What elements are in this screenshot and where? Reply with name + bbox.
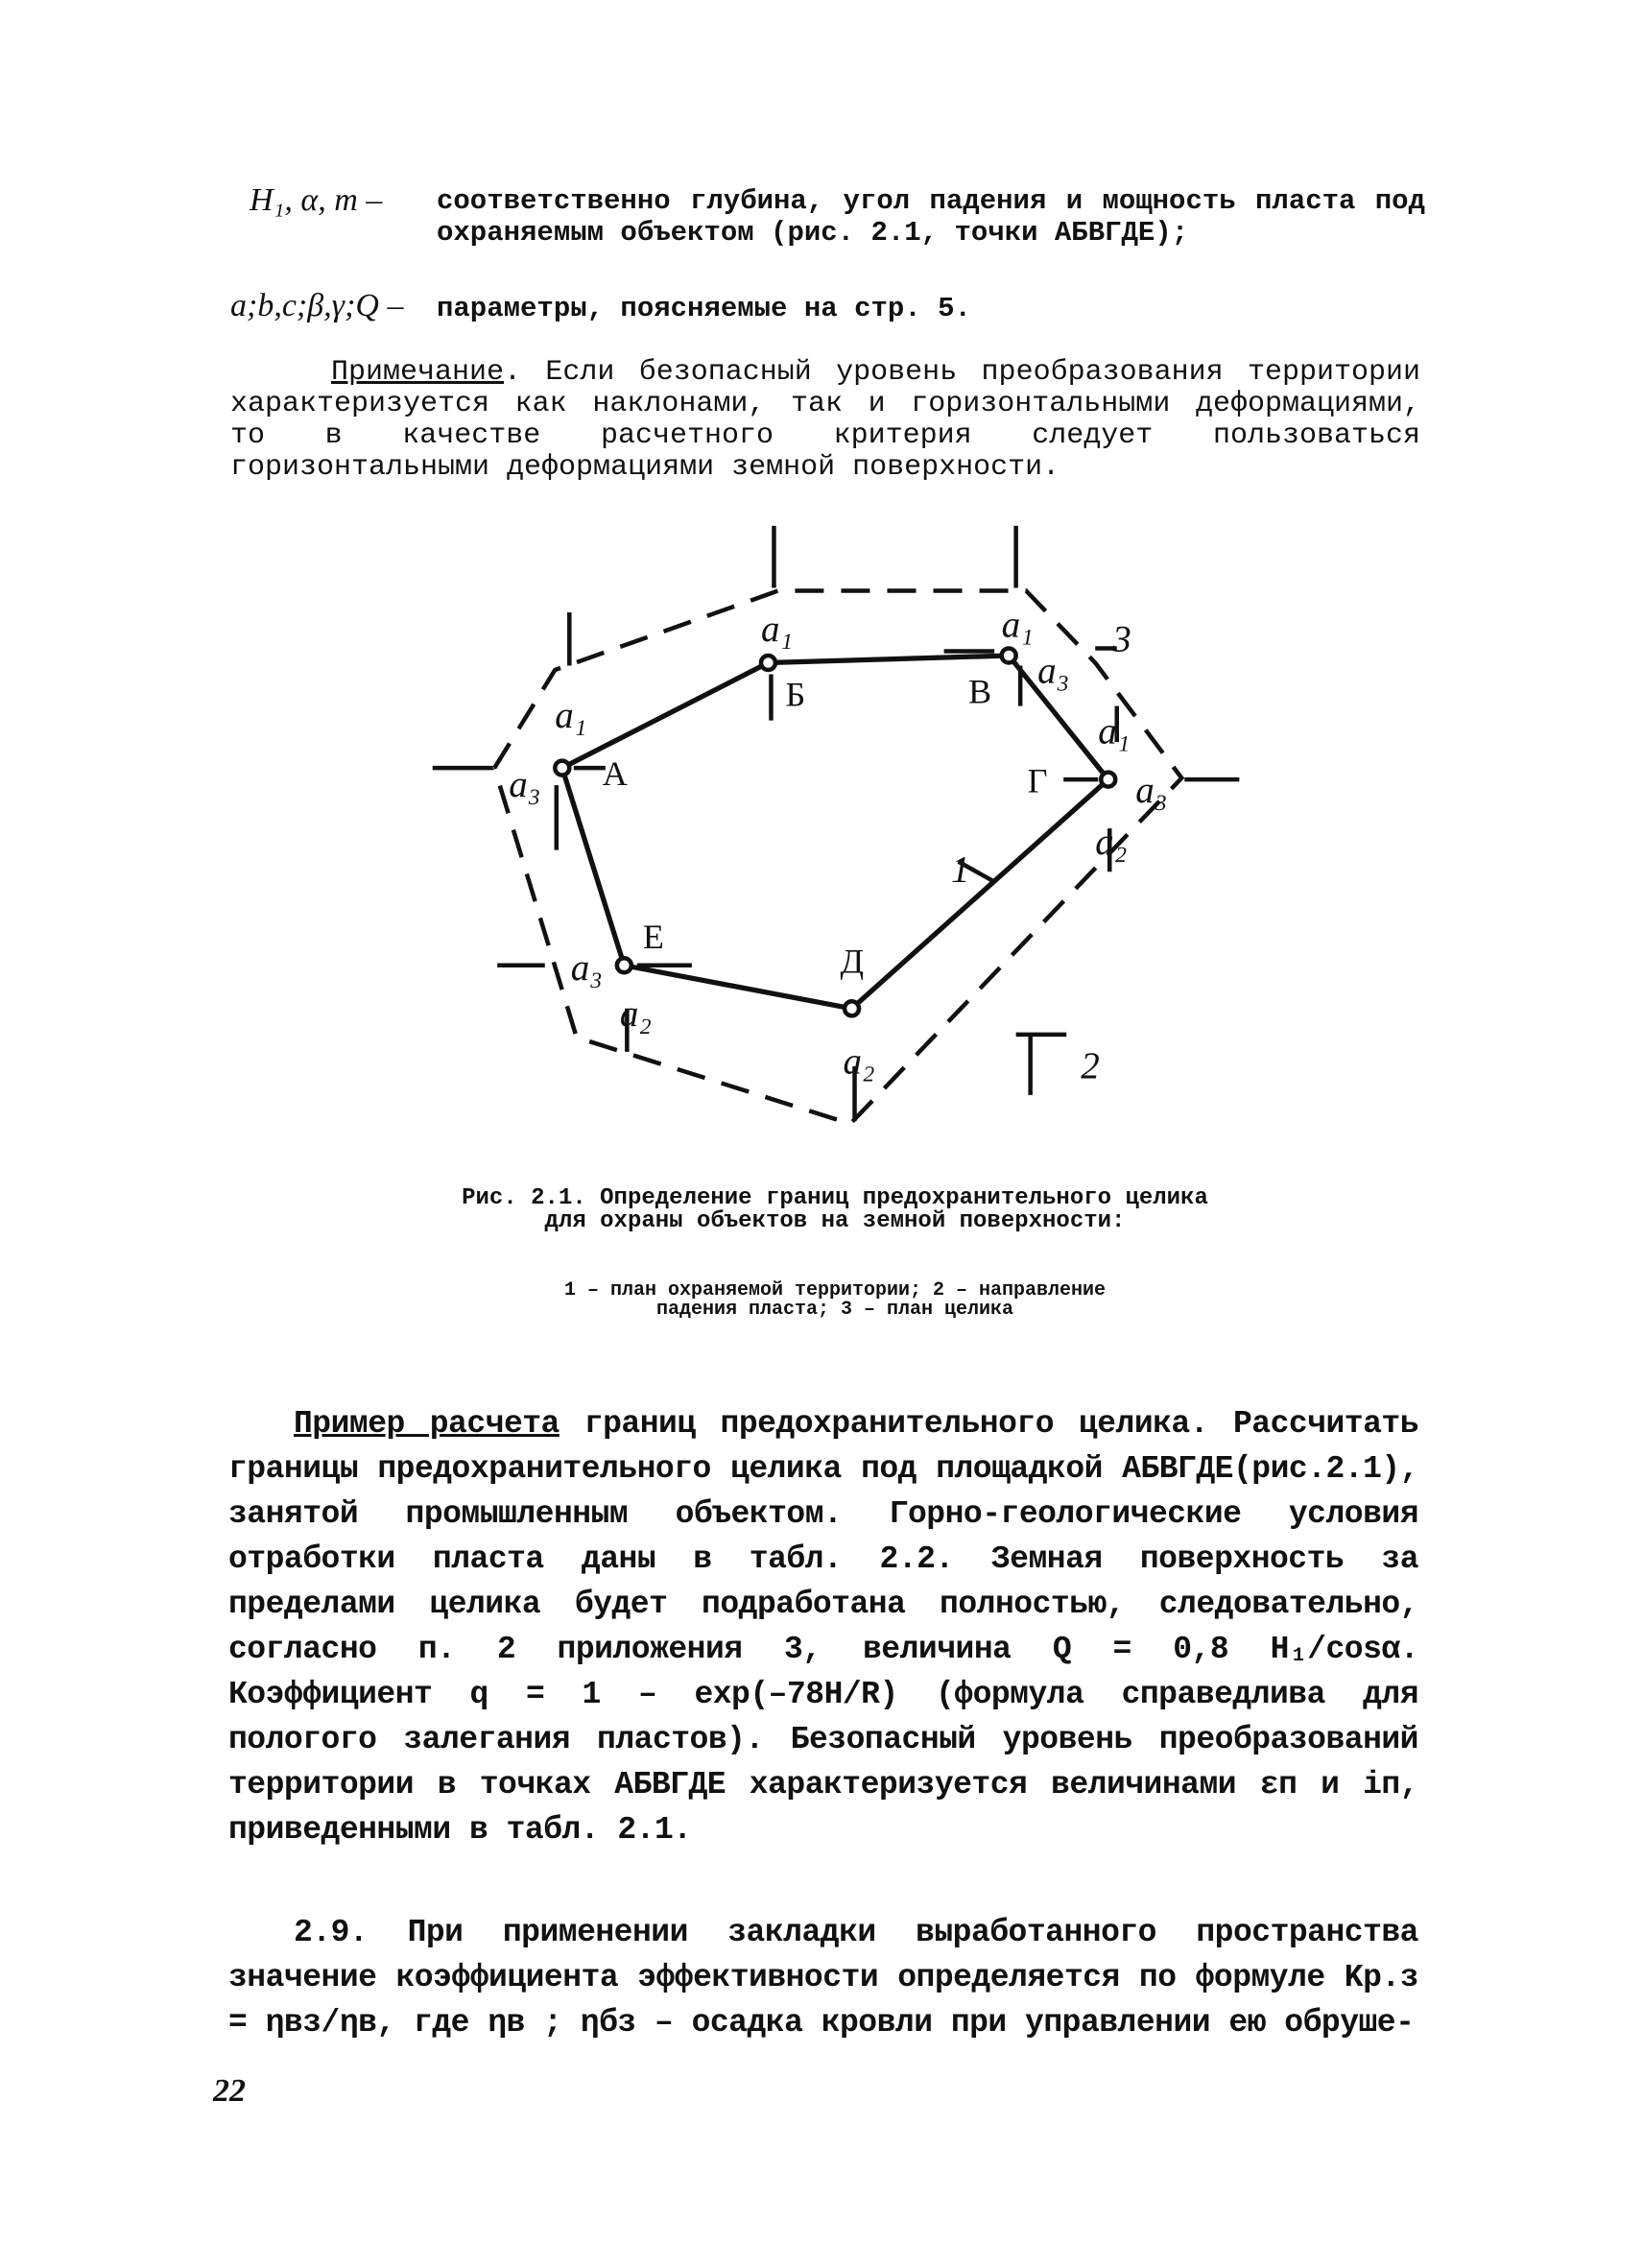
point-label: Е — [642, 917, 664, 956]
example-label: Пример расчета — [294, 1406, 560, 1442]
a2-label: a₂ — [619, 992, 652, 1035]
section-paragraph: 2.9. При применении закладки выработанного пространства значение коэффициента эффективности определяется по формуле Kр.з = ηвз/ηв, где ηв ; ηбз – осадка кровли при управлении ею обруше- — [228, 1915, 1418, 2041]
point-label: Г — [1027, 761, 1048, 800]
definition-text: параметры, поясняемые на стр. 5. — [437, 293, 971, 324]
a3-label: a₃ — [1135, 770, 1168, 812]
a2-label: a₂ — [843, 1040, 875, 1083]
note-text: . Если безопасный уровень преобразования территории характеризуется как наклонами, так и горизонтальными деформациями, то в качестве расчетного критерия следует пользоваться горизонтальными деформациями земной поверхности. — [230, 356, 1420, 484]
page-number: 22 — [213, 2073, 246, 2109]
a1-label: a₁ — [1098, 710, 1131, 752]
figure-caption: Рис. 2.1. Определение границ предохранительного целика для охраны объектов на земной поверхности: — [462, 1185, 1208, 1234]
a1-label: a₁ — [555, 695, 587, 737]
point-label: Б — [785, 675, 806, 714]
legend-number-3: 3 — [1112, 618, 1131, 660]
note-label: Примечание — [331, 356, 505, 389]
legend-number-1: 1 — [951, 848, 970, 891]
a3-label: a₃ — [509, 764, 541, 806]
point-label: В — [968, 672, 992, 711]
a3-label: a₃ — [570, 946, 603, 989]
example-text: границ предохранительного целика. Рассчитать границы предохранительного целика под площадкой АБВГДЕ(рис.2.1), занятой промышленным объектом. Горно-геологические условия отработки пласта даны в табл. 2.2. Земная поверхность за пределами целика будет подработана полностью, следовательно, согласно п. 2 приложения 3, величина Q = 0,8 H₁/cosα. Коэффициент q = 1 – exp(–78H/R) (формула справедлива для пологого залегания пластов). Безопасный уровень преобразований территории в точках АБВГДЕ характеризуется величинами εп и iп, приведенными в табл. 2.1. — [228, 1406, 1418, 1848]
pillar-boundary — [494, 590, 1181, 1123]
a1-label: a₁ — [760, 609, 794, 651]
example-paragraph — [228, 1401, 1418, 1852]
figure-legend: 1 – план охраняемой территории; 2 – направление падения пласта; 3 – план целика — [563, 1279, 1107, 1321]
point-label: А — [602, 754, 628, 794]
legend-number-2: 2 — [1081, 1044, 1100, 1086]
definition-symbol: H₁, α, m – — [250, 182, 383, 218]
a2-label: a₂ — [1095, 822, 1128, 864]
definition-text: соответственно глубина, угол падения и мощность пласта под охраняемым объектом (рис. 2.1, точки АБВГДЕ); — [437, 185, 1425, 249]
a3-label: a₃ — [1037, 650, 1070, 692]
a1-label: a₁ — [1001, 604, 1034, 646]
point-label: Д — [840, 942, 865, 981]
definition-symbol: a;b,c;β,γ;Q – — [230, 288, 404, 323]
